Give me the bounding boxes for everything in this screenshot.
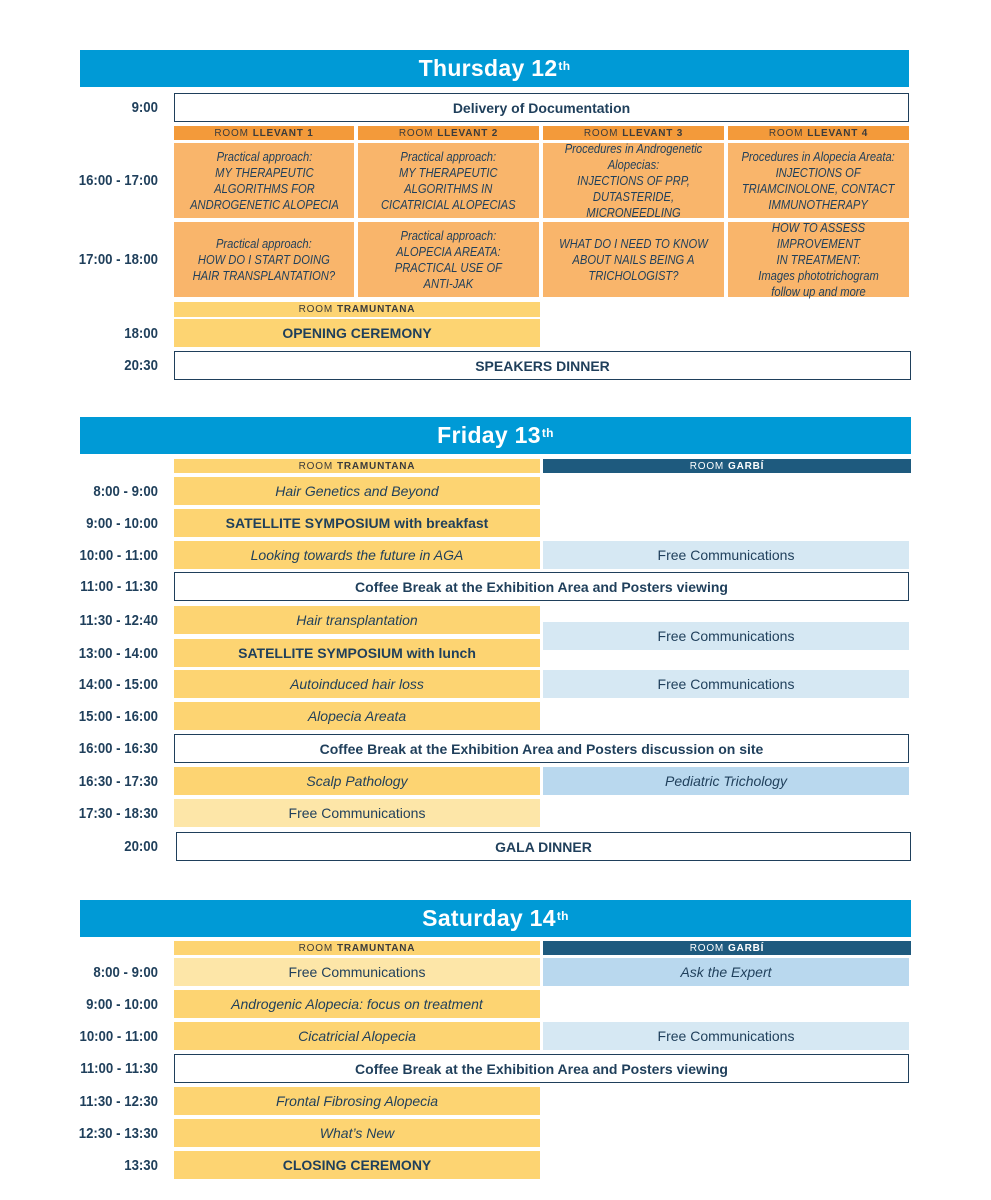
saturday-title: Saturday 14 <box>422 905 556 931</box>
closing-ceremony: CLOSING CEREMONY <box>174 1151 540 1179</box>
time-label: 15:00 - 16:00 <box>78 707 158 725</box>
time-label: 8:00 - 9:00 <box>93 963 158 981</box>
time-label: 11:00 - 11:30 <box>80 1060 158 1077</box>
room-tramuntana: ROOM TRAMUNTANA <box>174 459 540 473</box>
gala-dinner: GALA DINNER <box>176 832 911 861</box>
time-label: 12:30 - 13:30 <box>78 1124 158 1142</box>
friday-header: Friday 13 $^{th}$ <box>80 417 911 454</box>
time-label: 11:30 - 12:30 <box>79 1092 158 1110</box>
session-llevant1-1600: Practical approach: MY THERAPEUTIC ALGORITHMS FOR ANDROGENETIC ALOPECIA <box>174 143 354 218</box>
free-communications: Free Communications <box>543 670 909 698</box>
coffee-break: Coffee Break at the Exhibition Area and Posters viewing <box>174 572 909 601</box>
free-communications: Free Communications <box>543 622 909 650</box>
session-llevant4-1700: HOW TO ASSESS IMPROVEMENT IN TREATMENT: Images phototrichogram follow up and more <box>728 222 909 297</box>
alopecia-areata: Alopecia Areata <box>174 702 540 730</box>
thursday-header: Thursday 12 $^{th}$ <box>80 50 909 87</box>
time-label: 16:00 - 16:30 <box>78 740 158 757</box>
time-label: 20:00 <box>124 838 158 855</box>
opening-ceremony: OPENING CEREMONY <box>174 319 540 347</box>
session-llevant2-1600: Practical approach: MY THERAPEUTIC ALGORITHMS IN CICATRICIAL ALOPECIAS <box>358 143 539 218</box>
thursday-title: Thursday 12 <box>418 55 558 81</box>
time-label: 16:00 - 17:00 <box>78 172 158 189</box>
session-llevant3-1600: Procedures in Androgenetic Alopecias: INJECTIONS OF PRP, DUTASTERIDE, MICRONEEDLING <box>543 143 724 218</box>
scalp-pathology: Scalp Pathology <box>174 767 540 795</box>
free-communications: Free Communications <box>174 958 540 986</box>
delivery-documentation: Delivery of Documentation <box>174 93 909 122</box>
session-llevant3-1700: WHAT DO I NEED TO KNOW ABOUT NAILS BEING A TRICHOLOGIST? <box>543 222 724 297</box>
autoinduced-hair-loss: Autoinduced hair loss <box>174 670 540 698</box>
time-label: 13:00 - 14:00 <box>78 644 158 662</box>
time-label: 17:00 - 18:00 <box>78 251 158 268</box>
time-label: 9:00 <box>131 99 158 116</box>
androgenic-alopecia: Androgenic Alopecia: focus on treatment <box>174 990 540 1018</box>
time-label: 10:00 - 11:00 <box>79 546 158 564</box>
coffee-break: Coffee Break at the Exhibition Area and Posters discussion on site <box>174 734 909 763</box>
frontal-fibrosing-alopecia: Frontal Fibrosing Alopecia <box>174 1087 540 1115</box>
hair-genetics: Hair Genetics and Beyond <box>174 477 540 505</box>
time-label: 14:00 - 15:00 <box>78 675 158 693</box>
pediatric-trichology: Pediatric Trichology <box>543 767 909 795</box>
speakers-dinner: SPEAKERS DINNER <box>174 351 911 380</box>
session-llevant2-1700: Practical approach: ALOPECIA AREATA: PRACTICAL USE OF ANTI-JAK <box>358 222 539 297</box>
hair-transplantation: Hair transplantation <box>174 606 540 634</box>
session-llevant1-1700: Practical approach: HOW DO I START DOING HAIR TRANSPLANTATION? <box>174 222 354 297</box>
room-llevant-1: ROOM LLEVANT 1 <box>174 126 354 140</box>
time-label: 8:00 - 9:00 <box>93 482 158 500</box>
time-label: 11:30 - 12:40 <box>79 611 158 629</box>
satellite-lunch: SATELLITE SYMPOSIUM with lunch <box>174 639 540 667</box>
cicatricial-alopecia: Cicatricial Alopecia <box>174 1022 540 1050</box>
friday-title: Friday 13 <box>437 422 541 448</box>
saturday-header: Saturday 14 $^{th}$ <box>80 900 911 937</box>
session-llevant4-1600: Procedures in Alopecia Areata: INJECTIONS OF TRIAMCINOLONE, CONTACT IMMUNOTHERAPY <box>728 143 909 218</box>
future-aga: Looking towards the future in AGA <box>174 541 540 569</box>
time-label: 9:00 - 10:00 <box>86 995 158 1013</box>
free-communications: Free Communications <box>543 541 909 569</box>
time-label: 20:30 <box>124 357 158 374</box>
room-llevant-4: ROOM LLEVANT 4 <box>728 126 909 140</box>
time-label: 16:30 - 17:30 <box>78 772 158 790</box>
room-garbi: ROOM GARBÍ <box>543 941 911 955</box>
room-llevant-2: ROOM LLEVANT 2 <box>358 126 539 140</box>
satellite-breakfast: SATELLITE SYMPOSIUM with breakfast <box>174 509 540 537</box>
free-communications: Free Communications <box>174 799 540 827</box>
room-garbi: ROOM GARBÍ <box>543 459 911 473</box>
time-label: 13:30 <box>124 1156 158 1174</box>
time-label: 17:30 - 18:30 <box>78 804 158 822</box>
time-label: 9:00 - 10:00 <box>86 514 158 532</box>
coffee-break: Coffee Break at the Exhibition Area and Posters viewing <box>174 1054 909 1083</box>
room-tramuntana: ROOM TRAMUNTANA <box>174 941 540 955</box>
free-communications: Free Communications <box>543 1022 909 1050</box>
room-llevant-3: ROOM LLEVANT 3 <box>543 126 724 140</box>
time-label: 10:00 - 11:00 <box>79 1027 158 1045</box>
time-label: 18:00 <box>124 324 158 342</box>
time-label: 11:00 - 11:30 <box>80 578 158 595</box>
whats-new: What’s New <box>174 1119 540 1147</box>
ask-the-expert: Ask the Expert <box>543 958 909 986</box>
room-tramuntana: ROOM TRAMUNTANA <box>174 302 540 317</box>
